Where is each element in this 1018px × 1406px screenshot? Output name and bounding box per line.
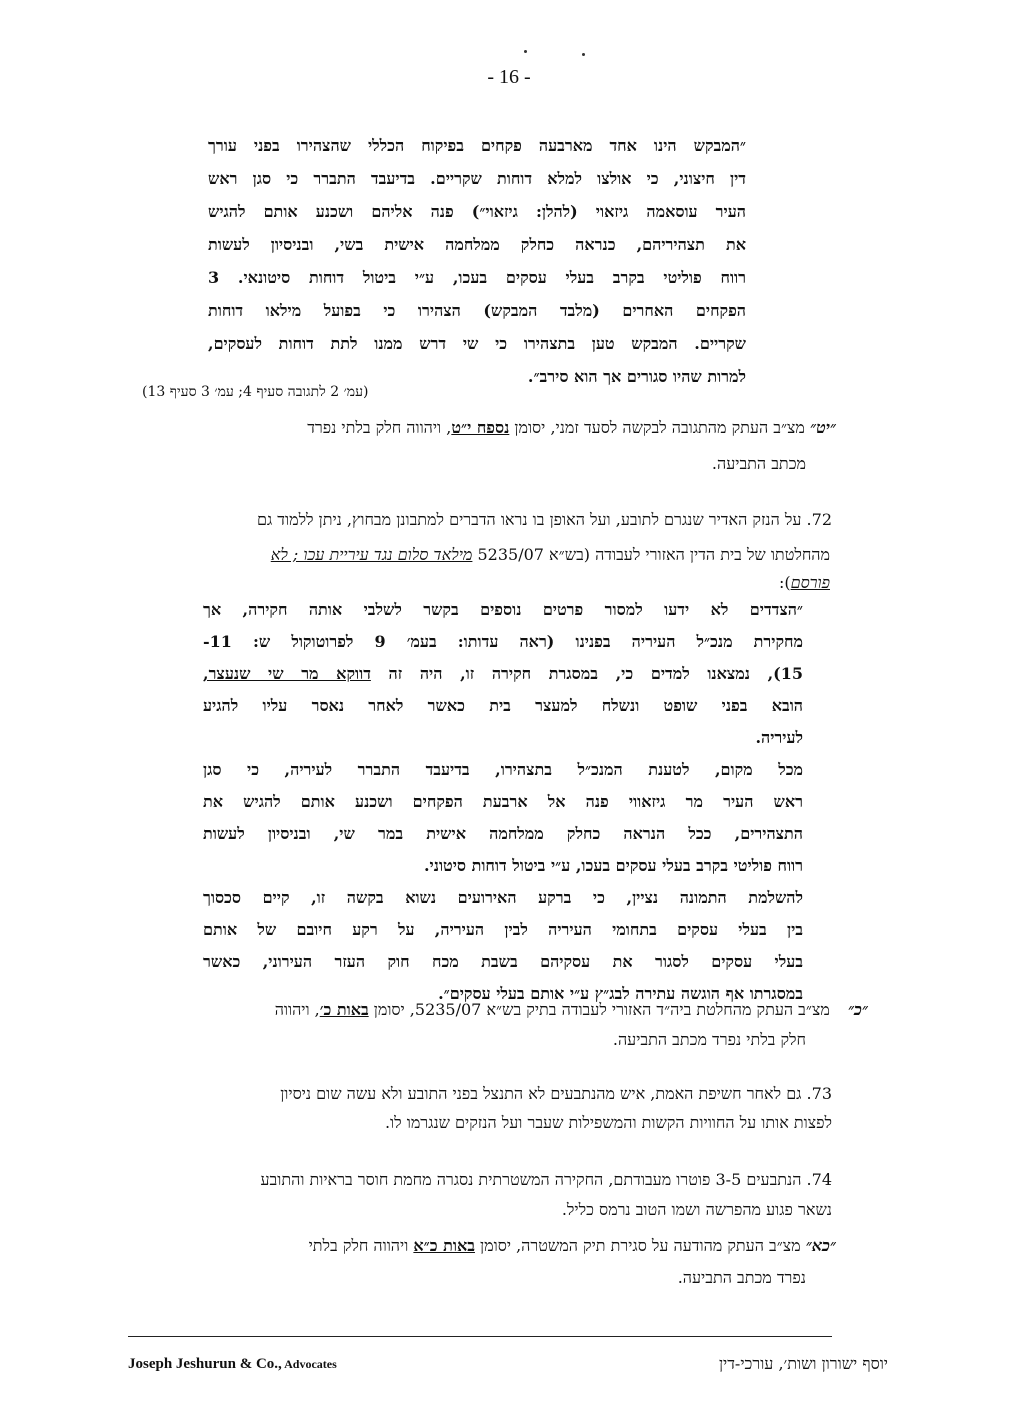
annex-link: נספח י״ט	[451, 418, 510, 437]
quote-line: מכל מקום, לטענת המנכ״ל בתצהירו, בדיעבד התברר לעיריה, כי סגן	[203, 760, 803, 779]
annex-link: באות כ״א	[413, 1236, 475, 1255]
quote-line: הפקחים האחרים (מלבד המבקש) הצהירו כי בפועל מילאו דוחות	[208, 301, 746, 320]
paragraph-line: מהחלטתו של בית הדין האזורי לעבודה (בש״א 5235/07 מילאד סלום נגד עיריית עכו ; לא	[270, 545, 830, 564]
quote-line: רווח פוליטי בקרב בעלי עסקים בעכו, ע״י ביטול דוחות סיטונאי. 3	[208, 268, 746, 287]
footer-firm-english: Joseph Jeshurun & Co., Advocates	[128, 1356, 337, 1372]
paragraph-number: 72.	[806, 510, 832, 529]
paragraph-72: 72. על הנזק האדיר שנגרם לתובע, ועל האופן בו נראו הדברים למתבונן מבחוץ, ניתן ללמוד גם	[256, 510, 832, 529]
annex-label: ״כא״	[805, 1236, 836, 1255]
quote-line: התצהירים, ככל הנראה כחלק ממלחמה אישית במר שי, ובניסיון לעשות	[203, 824, 803, 843]
quote-line: למרות שהיו סגורים אך הוא סירב״.	[527, 367, 746, 386]
footer-rule	[128, 1336, 832, 1337]
quote-line: 15), נמצאנו למדים כי, במסגרת חקירה זו, היה זה דווקא מר שי שנעצר,	[203, 664, 803, 683]
quote-line: דין חיצוני, כי אולצו למלא דוחות שקריים. בדיעבד התברר כי סגן ראש	[208, 169, 746, 188]
quote-line: שקריים. המבקש טען בתצהירו כי שי דרש ממנו לתת דוחות לעסקים,	[208, 334, 746, 353]
annex-line2: חלק בלתי נפרד מכתב התביעה.	[612, 1030, 806, 1049]
scan-speck	[524, 50, 527, 53]
quote-line: ראש העיר מר גיזאווי פנה אל ארבעת הפקחים ושכנע אותם להגיש את	[203, 792, 803, 811]
annex-line2: מכתב התביעה.	[711, 454, 806, 473]
annex-label: ״יט״	[809, 418, 836, 437]
footer-firm-hebrew: יוסף ישורון ושות׳, עורכי-דין	[718, 1354, 888, 1373]
citation: (עמ׳ 2 לתגובה סעיף 4; עמ׳ 3 סעיף 13)	[142, 384, 369, 400]
page-number: - 16 -	[487, 66, 531, 88]
case-name: מילאד סלום נגד עיריית עכו ; לא	[270, 545, 473, 564]
quote-line: להשלמת התמונה נציין, כי ברקע האירועים נשוא בקשה זו, קיים סכסוך	[203, 888, 803, 907]
scan-speck	[582, 53, 585, 56]
paragraph-number: 74.	[806, 1170, 832, 1189]
paragraph-line: נשאר פגוע מהפרשה ושמו הטוב נרמס כליל.	[561, 1200, 832, 1219]
quote-line: העיר עוסאמה גיזאוי (להלן: גיזאוי״) פנה אליהם ושכנע אותם להגיש	[208, 202, 746, 221]
quote-line: במסגרתו אף הוגשה עתירה לבג״ץ ע״י אותם בעלי עסקים״.	[438, 984, 803, 1003]
quote-line: ״הצדדים לא ידעו למסור פרטים נוספים בקשר לשלבי אותה חקירה, אך	[203, 600, 803, 619]
quote-line: רווח פוליטי בקרב בעלי עסקים בעכו, ע״י ביטול דוחות סיטוני.	[423, 856, 803, 875]
quote-line: מחקירת מנכ״ל העיריה בפנינו (ראה עדותו: בעמ׳ 9 לפרוטוקול ש: 11-	[203, 632, 803, 651]
quote-line: את תצהיריהם, כנראה כחלק ממלחמה אישית בשי, ובניסיון לעשות	[208, 235, 746, 254]
quote-line: בין בעלי עסקים בתחומי העיריה לבין העיריה, על רקע חיובם של אותם	[203, 920, 803, 939]
annex-line2: נפרד מכתב התביעה.	[677, 1268, 806, 1287]
annex-reference: ״כ״ מצ״ב העתק מהחלטת ביה״ד האזורי לעבודה בתיק בש״א 5235/07, יסומן באות כ׳, ויהווה	[274, 1000, 868, 1019]
annex-reference: ״כא״ מצ״ב העתק מהודעה על סגירת תיק המשטרה, יסומן באות כ״א ויהווה חלק בלתי	[308, 1236, 836, 1255]
paragraph-number: 73.	[806, 1084, 832, 1103]
annex-label: ״כ״	[848, 1000, 868, 1019]
quote-line: ״המבקש הינו אחד מארבעה פקחים בפיקוח הכללי שהצהירו בפני עורך	[208, 136, 747, 155]
paragraph-line: לפצות אותו על החוויות הקשות והמשפילות שעבר ועל הנזקים שנגרמו לו.	[384, 1113, 832, 1132]
paragraph-line: פורסם):	[778, 573, 830, 592]
quote-line: לעיריה.	[755, 728, 803, 747]
annex-link: באות כ׳	[319, 1000, 369, 1019]
paragraph-73: 73. גם לאחר חשיפת האמת, איש מהנתבעים לא התנצל בפני התובע ולא עשה שום ניסיון	[280, 1084, 832, 1103]
quote-line: בעלי עסקים לסגור את עסקיהם בשבת מכח חוק העזר העירוני, כאשר	[203, 952, 803, 971]
paragraph-74: 74. הנתבעים 3-5 פוטרו מעבודתם, החקירה המשטרתית נסגרה מחמת חוסר בראיות והתובע	[260, 1170, 832, 1189]
quote-line: הובא בפני שופט ונשלח למעצר בית כאשר לאחר נאסר עליו להגיע	[203, 696, 803, 715]
annex-reference: ״יט״ מצ״ב העתק מהתגובה לבקשה לסעד זמני, יסומן נספח י״ט, ויהווה חלק בלתי נפרד	[307, 418, 836, 437]
